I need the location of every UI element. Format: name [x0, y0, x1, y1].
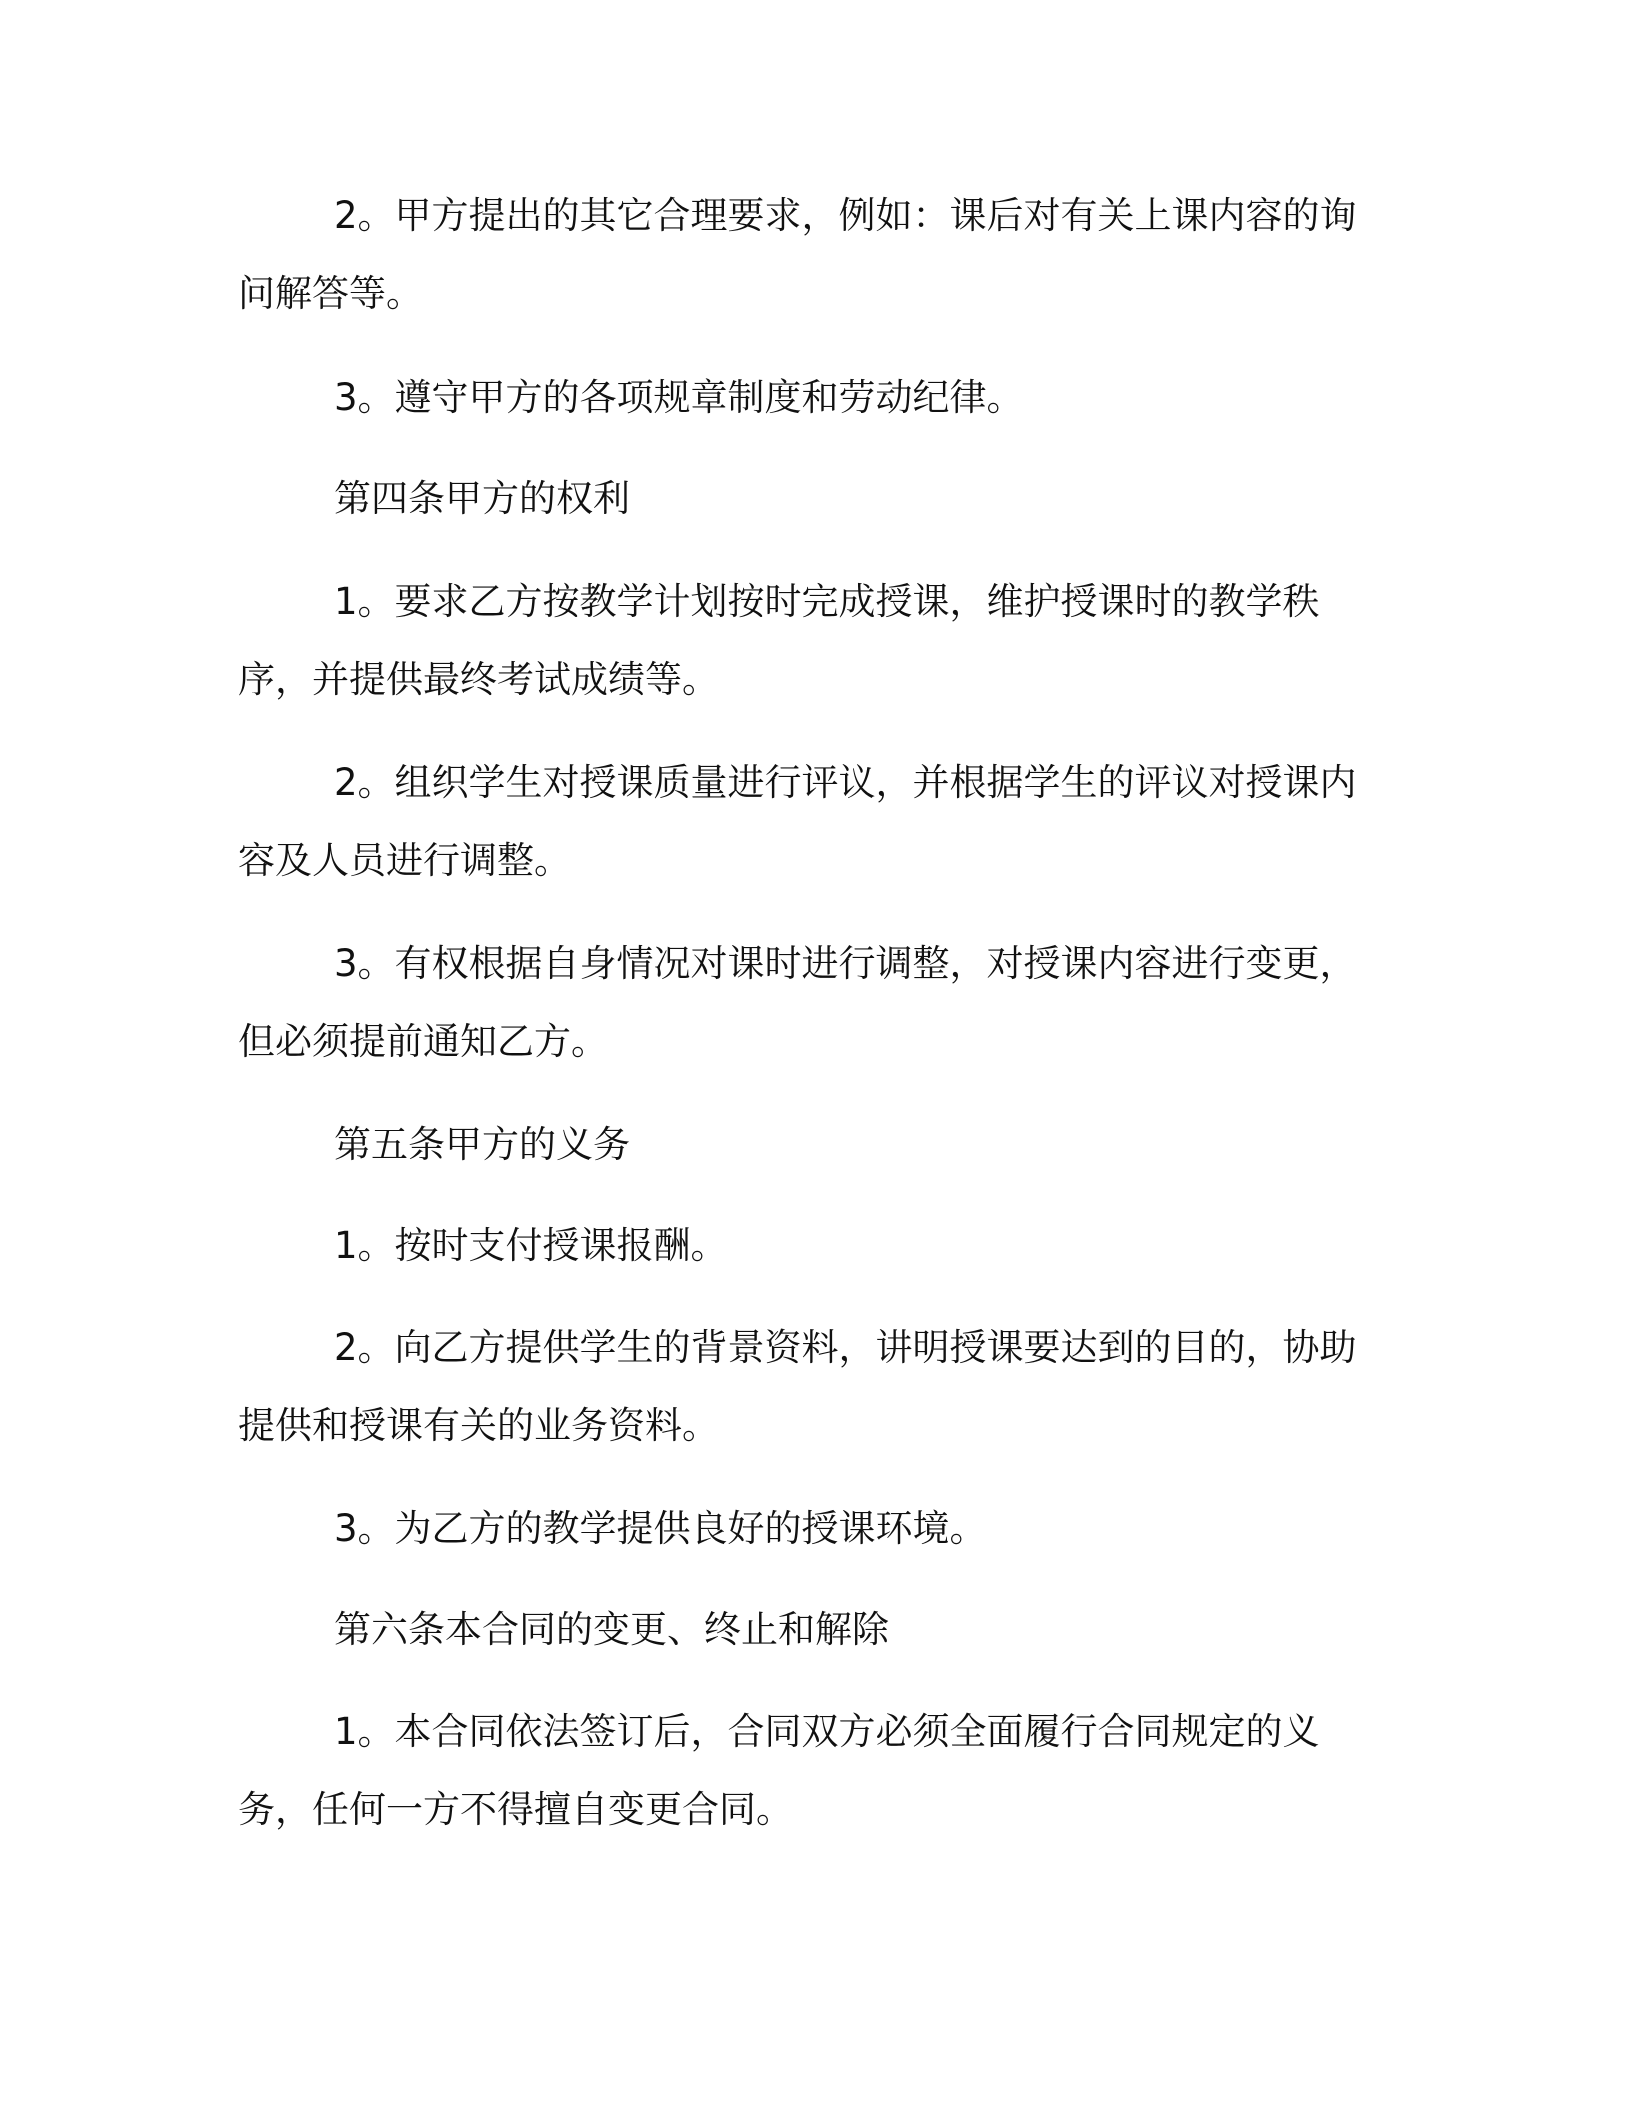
paragraph-rights-3: 3。有权根据自身情况对课时进行调整，对授课内容进行变更，但必须提前通知乙方。 [238, 942, 1357, 1063]
section-heading-article-5: 第五条甲方的义务 [334, 1123, 630, 1166]
section-heading-article-6: 第六条本合同的变更、终止和解除 [334, 1608, 889, 1651]
paragraph-rights-2: 2。组织学生对授课质量进行评议，并根据学生的评议对授课内容及人员进行调整。 [238, 761, 1357, 882]
paragraph-rights-1: 1。要求乙方按教学计划按时完成授课，维护授课时的教学秩序，并提供最终考试成绩等。 [238, 580, 1320, 701]
paragraph-duties-2: 2。向乙方提供学生的背景资料，讲明授课要达到的目的，协助提供和授课有关的业务资料。 [238, 1326, 1357, 1447]
paragraph-changes-1: 1。本合同依法签订后，合同双方必须全面履行合同规定的义务，任何一方不得擅自变更合同。 [238, 1710, 1320, 1831]
section-heading-article-4: 第四条甲方的权利 [334, 477, 630, 520]
paragraph-duties-1: 1。按时支付授课报酬。 [334, 1224, 728, 1267]
paragraph-item-2-other-requests: 2。甲方提出的其它合理要求，例如：课后对有关上课内容的询问解答等。 [238, 194, 1357, 315]
paragraph-item-3-rules: 3。遵守甲方的各项规章制度和劳动纪律。 [334, 376, 1024, 419]
paragraph-duties-3: 3。为乙方的教学提供良好的授课环境。 [334, 1507, 987, 1550]
